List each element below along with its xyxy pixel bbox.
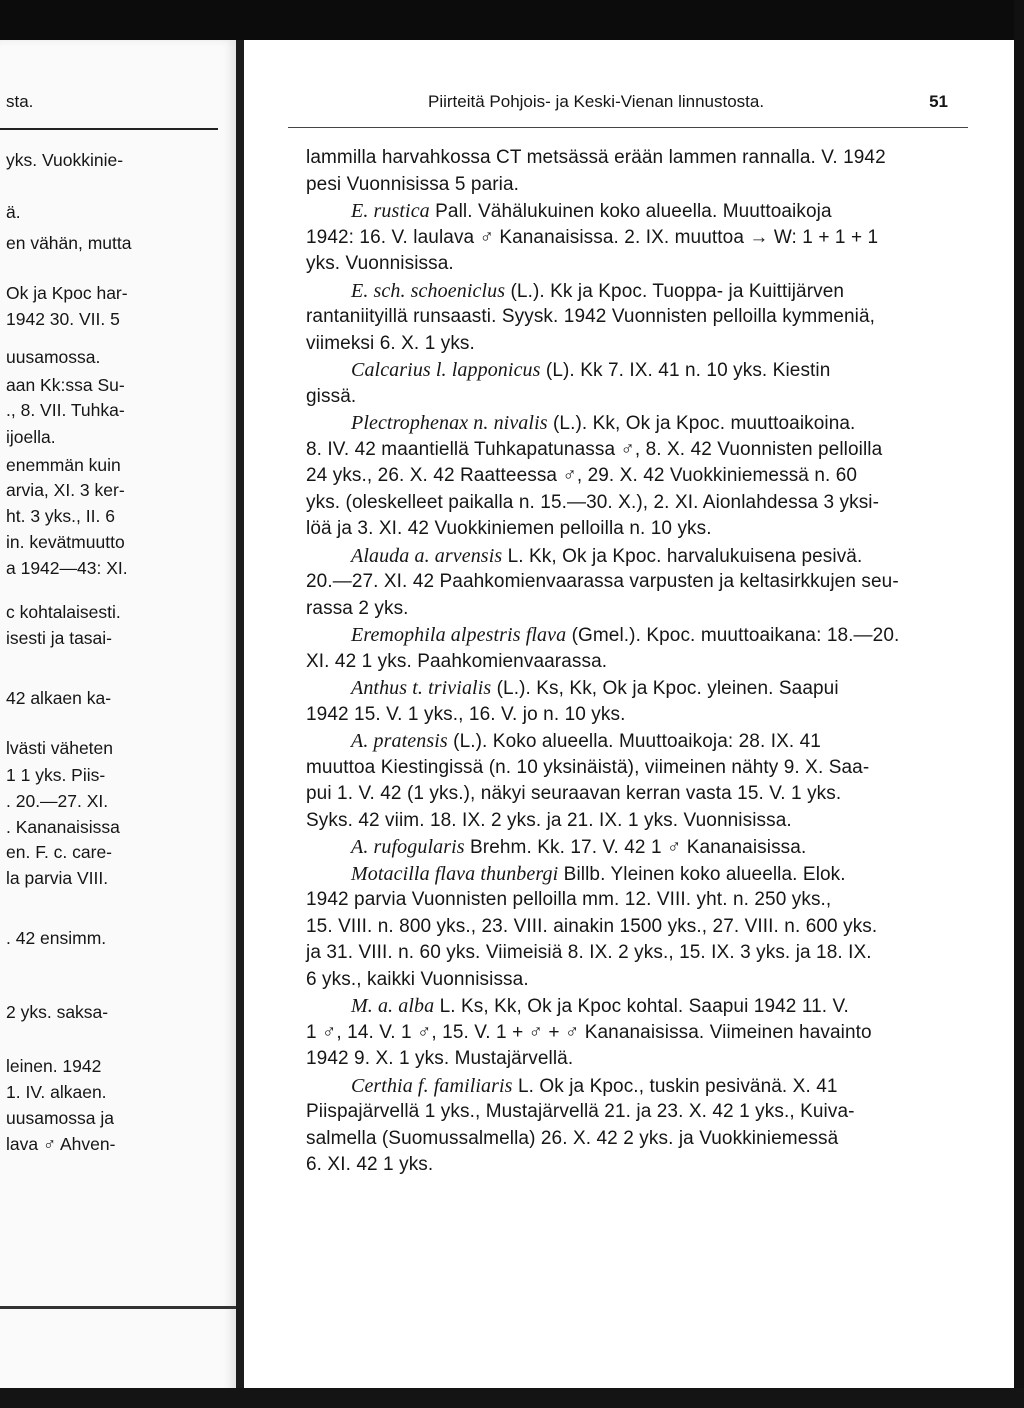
left-fragment-line: lava ♂ Ahven- <box>6 1134 116 1154</box>
left-header-rule <box>0 128 218 130</box>
species-text: (Gmel.). Kpoc. muuttoaikana: 18.—20. <box>566 625 900 646</box>
left-fragment-line: a 1942—43: XI. <box>6 558 128 578</box>
text-line: ja 31. VIII. n. 60 yks. Viimeisiä 8. IX. 2 yks., 15. IX. 3 yks. ja 18. IX. <box>306 942 872 963</box>
left-page-header: sta. <box>6 92 34 111</box>
left-fragment-line: isesti ja tasai- <box>6 628 113 648</box>
text-line: 6 yks., kaikki Vuonnisissa. <box>306 968 529 990</box>
left-fragment-line: in. kevätmuutto <box>6 532 125 552</box>
text-line: 8. IV. 42 maantiellä Tuhkapatunassa ♂, 8. X. 42 Vuonnisten pelloilla <box>306 438 883 460</box>
species-text: L. Ks, Kk, Ok ja Kpoc kohtal. Saapui 1942 11. V. <box>434 996 849 1017</box>
left-fragment-line: 42 alkaen ka- <box>6 688 112 708</box>
species-text: (L.). Kk, Ok ja Kpoc. muuttoaikoina. <box>547 413 856 434</box>
species-entry <box>306 410 954 437</box>
text-line: 6. XI. 42 1 yks. <box>306 1154 434 1175</box>
species-name: E. rustica <box>351 200 430 222</box>
text-line: yks. Vuonnisissa. <box>306 253 454 274</box>
text-line: 15. VIII. n. 800 yks., 23. VIII. ainakin 1500 yks., 27. VIII. n. 600 yks. <box>306 915 878 937</box>
species-entry <box>306 1073 954 1100</box>
scan-bottom-edge <box>0 1388 1024 1408</box>
text-line: rantaniityillä runsaasti. Syysk. 1942 Vuonnisten pelloilla kymmeniä, <box>306 306 875 327</box>
text-line: pui 1. V. 42 (1 yks.), näkyi seuraavan kerran vasta 15. V. 1 yks. <box>306 783 842 804</box>
left-fragment-line: lvästi väheten <box>6 738 114 758</box>
left-fragment-line: leinen. 1942 <box>6 1056 102 1076</box>
species-text: L. Kk, Ok ja Kpoc. harvalukuisena pesivä. <box>502 545 863 567</box>
species-name: Alauda a. arvensis <box>351 544 503 567</box>
species-entry <box>306 543 954 570</box>
species-name: Plectrophenax n. nivalis <box>351 412 548 434</box>
species-entry <box>306 357 954 384</box>
text-line: Syks. 42 viim. 18. IX. 2 yks. ja 21. IX. 1 yks. Vuonnisissa. <box>306 809 792 831</box>
left-fragment-line: . 20.—27. XI. <box>6 791 109 811</box>
page-number: 51 <box>929 92 948 111</box>
species-name: Certhia f. familiaris <box>351 1074 513 1097</box>
text-line: lammilla harvahkossa CT metsässä erään lammen rannalla. V. 1942 <box>306 147 886 168</box>
left-fragment-line: 2 yks. saksa- <box>6 1002 109 1022</box>
left-fragment-line: uusamossa. <box>6 347 101 367</box>
species-entry <box>306 622 954 649</box>
text-line: XI. 42 1 yks. Paahkomienvaarassa. <box>306 650 608 672</box>
species-entry <box>306 834 954 861</box>
species-entry <box>306 861 954 888</box>
text-line: 20.—27. XI. 42 Paahkomienvaarassa varpusten ja keltasirkkujen seu- <box>306 571 899 592</box>
scan-top-edge <box>0 0 1024 40</box>
running-title: Piirteitä Pohjois- ja Keski-Vienan linnustosta. <box>428 92 765 111</box>
species-name: Calcarius l. lapponicus <box>351 359 541 381</box>
scan-right-edge <box>1014 0 1024 1408</box>
text-line: yks. (oleskelleet paikalla n. 15.—30. X.), 2. XI. Aionlahdessa 3 yksi- <box>306 491 880 513</box>
species-entry <box>306 993 954 1020</box>
left-fragment-line: aan Kk:ssa Su- <box>6 375 125 395</box>
species-entry <box>306 675 954 702</box>
species-name: Motacilla flava thunbergi <box>351 862 559 885</box>
species-text: (L.). Kk ja Kpoc. Tuoppa- ja Kuittijärven <box>505 280 845 302</box>
left-fragment-line: la parvia VIII. <box>6 868 109 888</box>
text-line: 1942 9. X. 1 yks. Mustajärvellä. <box>306 1048 574 1069</box>
left-fragment-line: ht. 3 yks., II. 6 <box>6 506 115 526</box>
text-line: viimeksi 6. X. 1 yks. <box>306 332 475 354</box>
species-name: A. rufogularis <box>351 836 465 858</box>
left-fragment-line: 1 1 yks. Piis- <box>6 765 106 785</box>
text-line: gissä. <box>306 385 357 407</box>
species-entry <box>306 728 954 755</box>
species-name: M. a. alba <box>351 995 435 1017</box>
text-line: 24 yks., 26. X. 42 Raatteessa ♂, 29. X. 42 Vuokkiniemessä n. 60 <box>306 465 858 486</box>
species-text: Brehm. Kk. 17. V. 42 1 ♂ Kananaisissa. <box>464 837 807 858</box>
species-text: L. Ok ja Kpoc., tuskin pesivänä. X. 41 <box>512 1075 838 1097</box>
species-text: (L.). Koko alueella. Muuttoaikoja: 28. IX. 41 <box>447 731 821 752</box>
species-text: (L). Kk 7. IX. 41 n. 10 yks. Kiestin <box>540 360 831 381</box>
left-fragment-line: ä. <box>6 202 21 222</box>
species-entry <box>306 198 954 225</box>
left-fragment-line: 1. IV. alkaen. <box>6 1082 107 1102</box>
left-fragment-line: ijoella. <box>6 427 56 447</box>
left-fragment-line: . Kananaisissa <box>6 817 120 837</box>
species-text: Pall. Vähälukuinen koko alueella. Muuttoaikoja <box>429 201 832 222</box>
body-text <box>306 145 954 1179</box>
left-fragment-line: ., 8. VII. Tuhka- <box>6 400 125 420</box>
text-line: 1942 parvia Vuonnisten pelloilla mm. 12. VIII. yht. n. 250 yks., <box>306 889 832 910</box>
left-page-bottom-rule <box>0 1306 236 1309</box>
left-fragment-line: 1942 30. VII. 5 <box>6 309 120 329</box>
left-fragment-line: en. F. c. care- <box>6 842 113 862</box>
left-page-fragment <box>0 40 236 1400</box>
left-fragment-line: en vähän, mutta <box>6 233 132 253</box>
species-entry <box>306 278 954 305</box>
text-line: 1 ♂, 14. V. 1 ♂, 15. V. 1 + ♂ + ♂ Kananaisissa. Viimeinen havainto <box>306 1021 872 1043</box>
text-line: pesi Vuonnisissa 5 paria. <box>306 173 520 195</box>
text-line: löä ja 3. XI. 42 Vuokkiniemen pelloilla n. 10 yks. <box>306 518 712 539</box>
book-gutter <box>236 40 244 1400</box>
text-line: 1942: 16. V. laulava ♂ Kananaisissa. 2. IX. muuttoa → W: 1 + 1 + 1 <box>306 226 879 248</box>
page-51 <box>244 40 1014 1388</box>
species-name: Anthus t. trivialis <box>351 677 492 699</box>
text-line: rassa 2 yks. <box>306 597 409 619</box>
running-header <box>244 92 1014 116</box>
species-name: Eremophila alpestris flava <box>351 624 567 646</box>
text-line: salmella (Suomussalmella) 26. X. 42 2 yks. ja Vuokkiniemessä <box>306 1127 839 1149</box>
left-fragment-line: yks. Vuokkinie- <box>6 150 124 170</box>
header-rule <box>288 127 968 128</box>
left-fragment-line: uusamossa ja <box>6 1108 114 1128</box>
left-fragment-line: c kohtalaisesti. <box>6 602 121 622</box>
text-line: muuttoa Kiestingissä (n. 10 yksinäistä), viimeinen nähty 9. X. Saa- <box>306 756 870 778</box>
species-name: E. sch. schoeniclus <box>351 279 506 302</box>
left-fragment-line: enemmän kuin <box>6 455 121 475</box>
left-fragment-line: Ok ja Kpoc har- <box>6 283 128 303</box>
text-line: Piispajärvellä 1 yks., Mustajärvellä 21. ja 23. X. 42 1 yks., Kuiva- <box>306 1101 855 1122</box>
species-text: Billb. Yleinen koko alueella. Elok. <box>558 863 846 885</box>
text-line: 1942 15. V. 1 yks., 16. V. jo n. 10 yks. <box>306 703 626 725</box>
species-name: A. pratensis <box>351 730 448 752</box>
left-fragment-line: . 42 ensimm. <box>6 928 107 948</box>
species-text: (L.). Ks, Kk, Ok ja Kpoc. yleinen. Saapui <box>491 678 839 699</box>
left-fragment-line: arvia, XI. 3 ker- <box>6 480 125 500</box>
